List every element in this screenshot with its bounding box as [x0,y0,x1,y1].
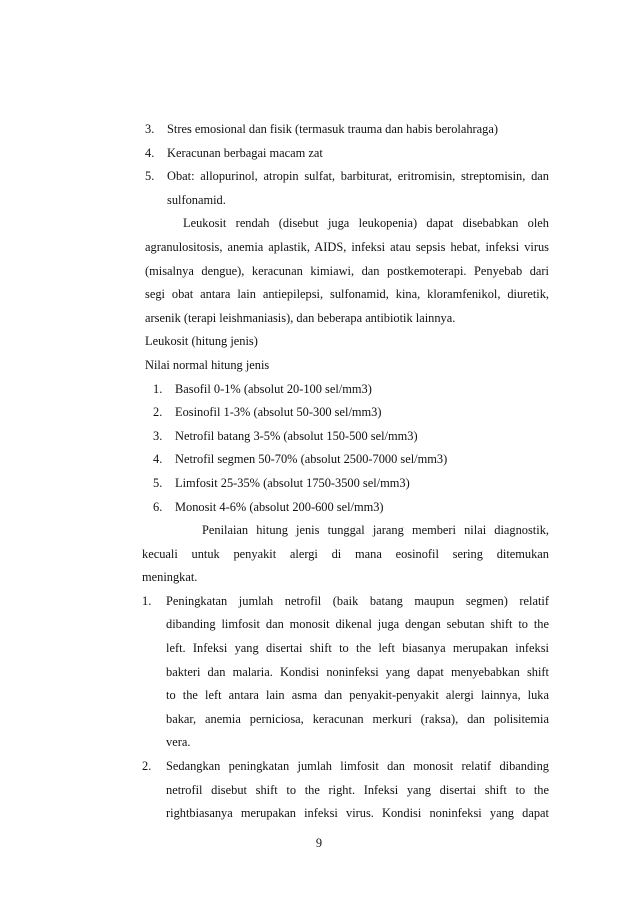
page-number: 9 [315,836,323,850]
list-number: 2. [142,759,152,774]
list-number: 6. [153,499,163,514]
cause-list [145,118,549,212]
list-text: vera. [166,735,191,750]
list-number: 1. [153,381,163,396]
list-text: Stres emosional dan fisik (termasuk trauma dan habis berolahraga) [167,122,499,136]
list-text: netrofil disebut shift to the right. Infeksi yang disertai shift to the [166,782,549,797]
list-item [153,496,549,520]
list-text-block [166,755,549,826]
list-number: 4. [153,452,163,467]
list-item [153,472,549,496]
list-text: Netrofil batang 3-5% (absolut 150-500 sel/mm3) [175,428,418,443]
shift-list [142,590,549,826]
list-item [142,755,549,826]
list-number: 3. [145,122,155,136]
paragraph-line: kecuali untuk penyakit alergi di mana eosinofil sering ditemukan [142,546,549,561]
list-text: Limfosit 25-35% (absolut 1750-3500 sel/mm3) [175,475,410,490]
list-text-block [166,590,549,755]
list-number: 3. [153,428,163,443]
list-text: left. Infeksi yang disertai shift to the left biasanya merupakan infeksi [166,641,549,656]
diagnostic-paragraph [142,519,549,590]
section-heading: Leukosit (hitung jenis) [145,334,258,349]
list-text: Basofil 0-1% (absolut 20-100 sel/mm3) [175,381,372,396]
page-body [142,118,549,826]
normal-values-list [145,378,549,520]
list-item [145,165,549,212]
paragraph-line: arsenik (terapi leishmaniasis), dan beberapa antibiotik lainnya. [145,310,456,325]
subsection-heading: Nilai normal hitung jenis [145,357,270,372]
list-number: 5. [145,169,155,184]
list-text: Peningkatan jumlah netrofil (baik batang maupun segmen) relatif [166,593,549,608]
list-number: 2. [153,405,163,420]
paragraph-line: Leukosit rendah (disebut juga leukopenia) dapat disebabkan oleh [183,216,549,231]
list-text: dibanding limfosit dan monosit dikenal juga dengan sebutan shift to the [166,617,549,632]
list-number: 1. [142,593,152,608]
list-item [145,118,549,142]
list-text: Eosinofil 1-3% (absolut 50-300 sel/mm3) [175,405,382,420]
list-item [142,590,549,755]
list-number: 4. [145,145,155,160]
list-text: bakteri dan malaria. Kondisi noninfeksi yang dapat menyebabkan shift [166,664,549,679]
list-text: bakar, anemia perniciosa, keracunan merkuri (raksa), dan polisitemia [166,711,549,726]
paragraph-line: agranulositosis, anemia aplastik, AIDS, infeksi atau sepsis hebat, infeksi virus [145,239,549,254]
list-text: rightbiasanya merupakan infeksi virus. Kondisi noninfeksi yang dapat [166,806,549,821]
list-text: Keracunan berbagai macam zat [167,145,323,160]
list-item [153,425,549,449]
list-text: sulfonamid. [167,192,226,207]
list-number: 5. [153,475,163,490]
paragraph-line: segi obat antara lain antiepilepsi, sulfonamid, kina, kloramfenikol, diuretik, [145,287,549,302]
paragraph-line: meningkat. [142,570,198,585]
list-text: Sedangkan peningkatan jumlah limfosit dan monosit relatif dibanding [166,759,549,774]
list-item [145,142,549,166]
leukopenia-paragraph [145,212,549,330]
list-item [153,401,549,425]
paragraph-line: (misalnya dengue), keracunan kimiawi, dan postkemoterapi. Penyebab dari [145,263,549,278]
differential-section [142,519,549,826]
list-text: Obat: allopurinol, atropin sulfat, barbiturat, eritromisin, streptomisin, dan [167,169,549,184]
list-item [153,448,549,472]
paragraph-line: Penilaian hitung jenis tunggal jarang memberi nilai diagnostik, [202,523,549,538]
list-text-block [167,165,549,212]
list-text: Monosit 4-6% (absolut 200-600 sel/mm3) [175,499,384,514]
list-text: Netrofil segmen 50-70% (absolut 2500-7000 sel/mm3) [175,452,448,467]
list-text: to the left antara lain asma dan penyakit-penyakit alergi lainnya, luka [166,688,549,703]
list-item [153,378,549,402]
